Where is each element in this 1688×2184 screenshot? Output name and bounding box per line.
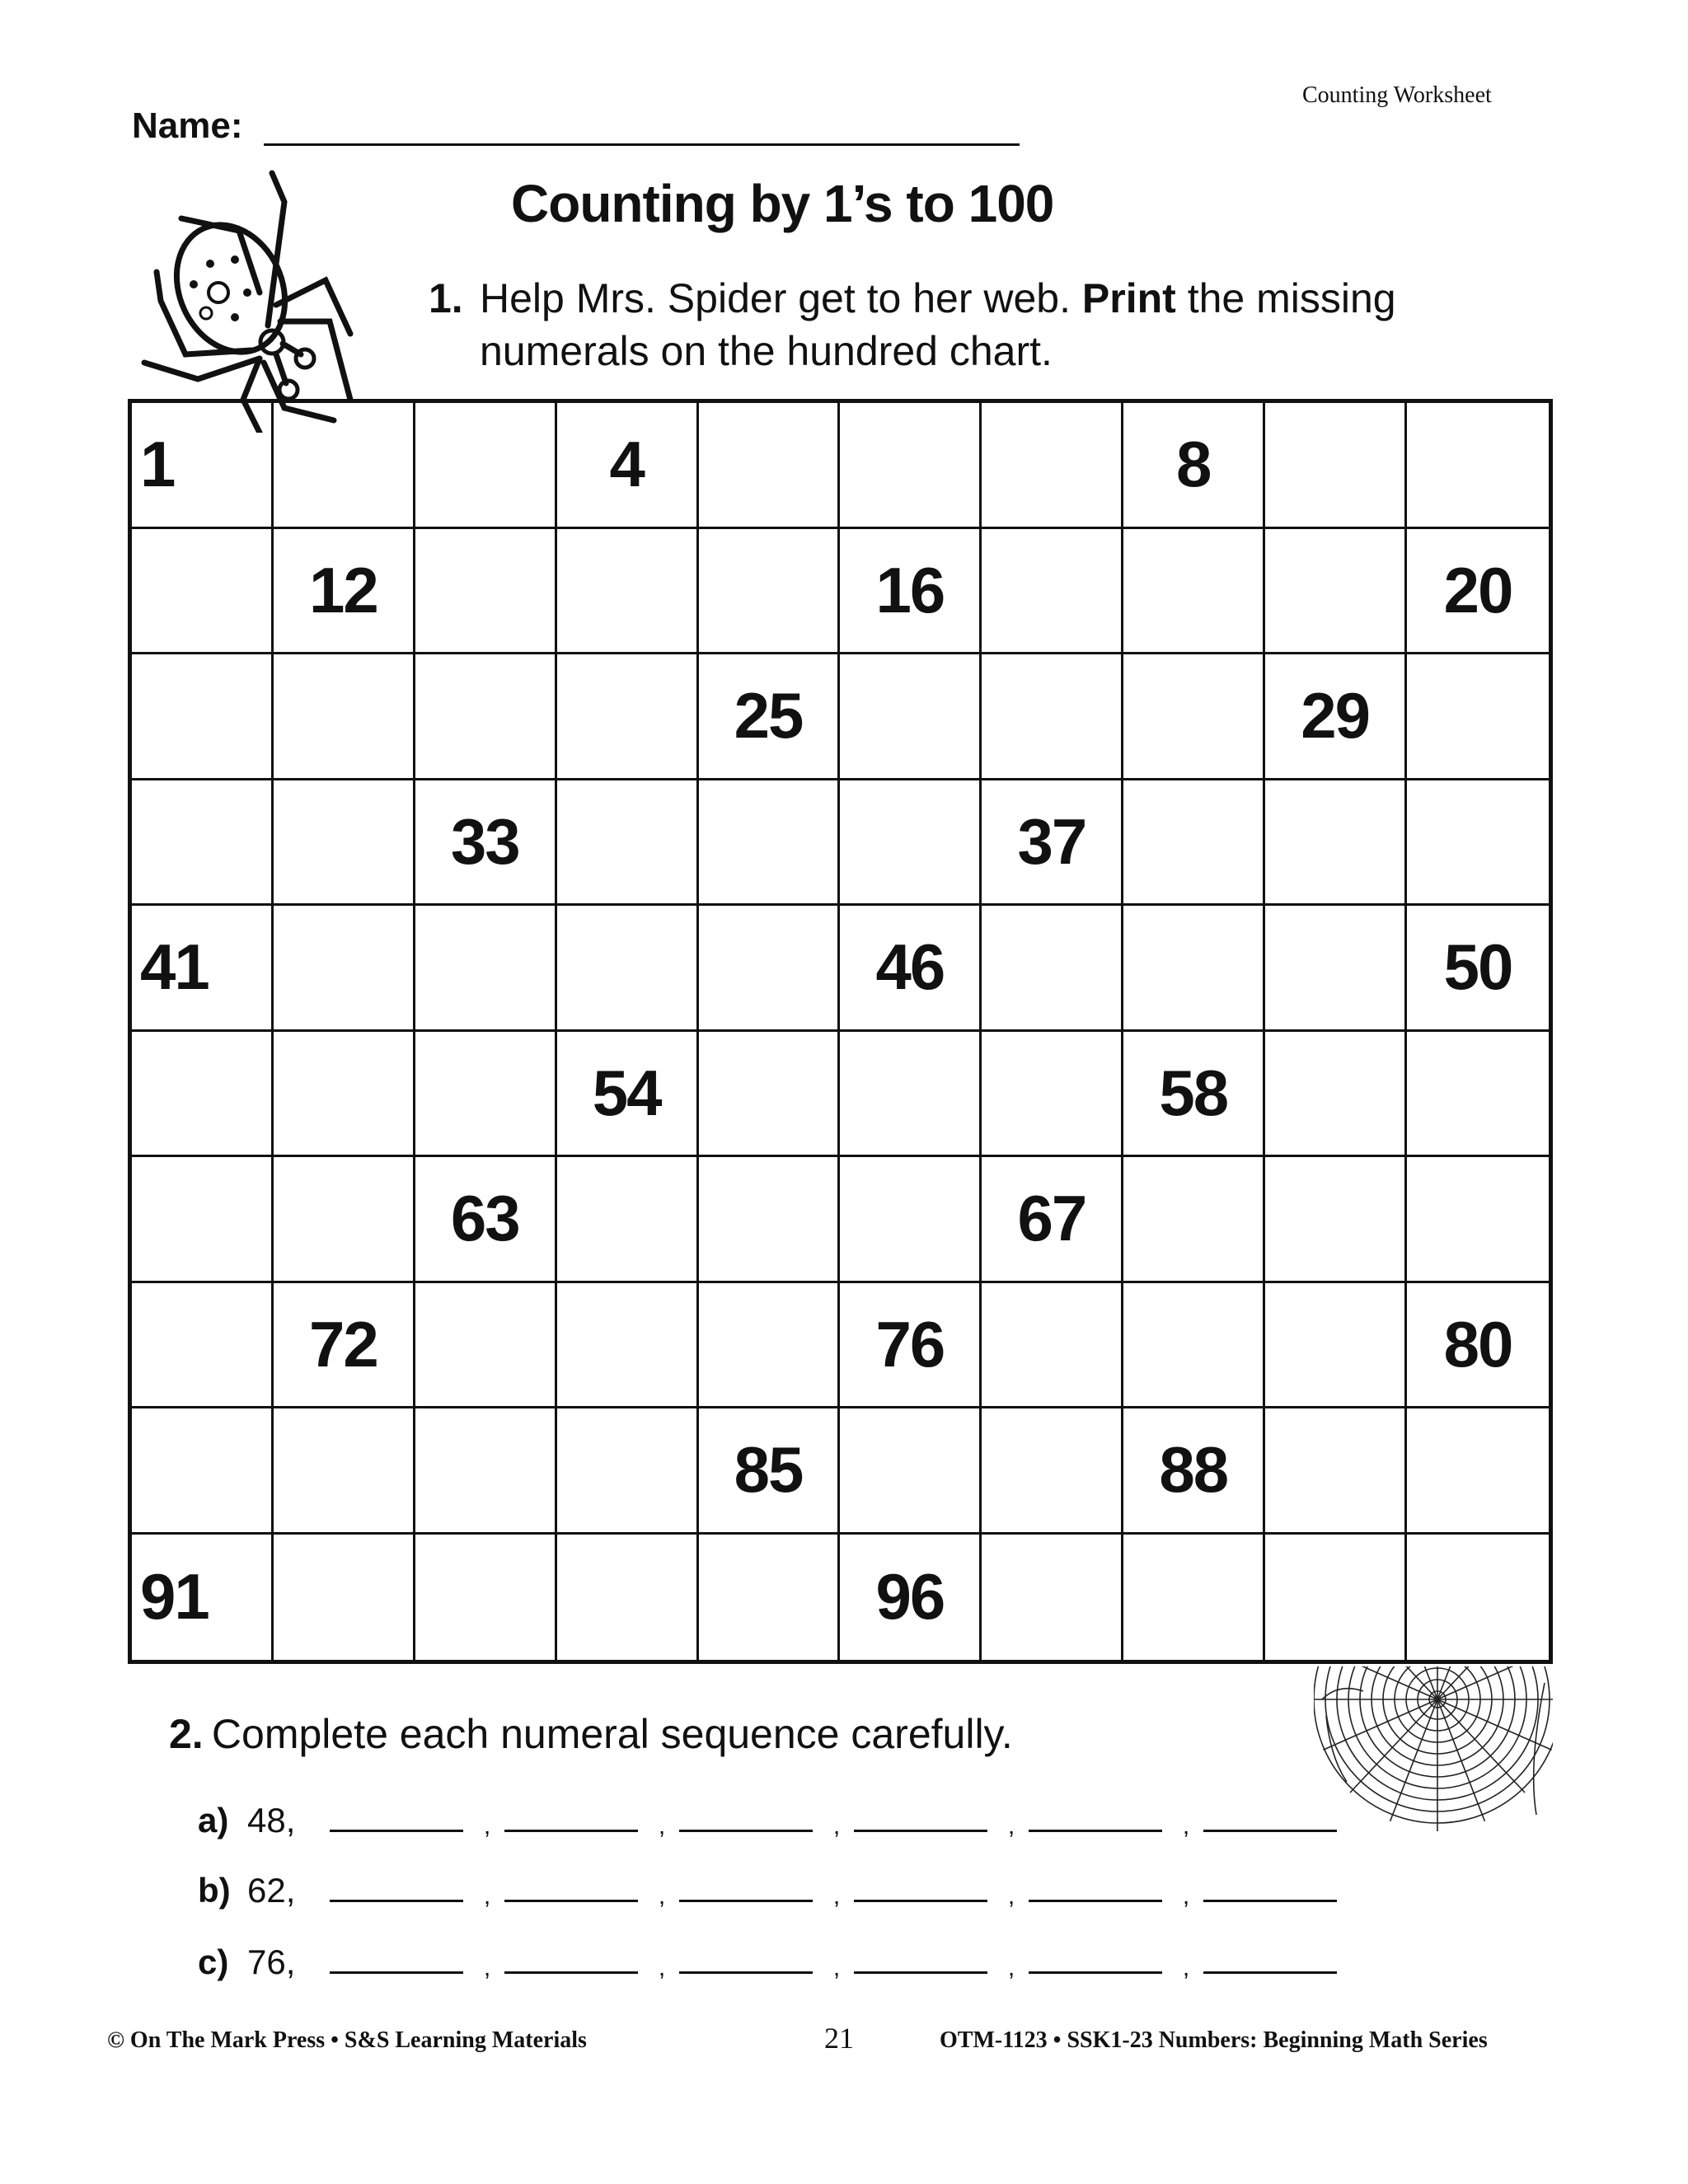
chart-cell-filled: 37 (982, 780, 1123, 907)
sequence-start: 76, (247, 1943, 296, 1981)
chart-cell-blank[interactable] (982, 403, 1123, 529)
sequence-row (198, 1943, 1343, 1982)
chart-cell-blank[interactable] (982, 1283, 1123, 1409)
chart-cell-blank[interactable] (699, 780, 841, 907)
question-number: 1. (429, 275, 463, 321)
sequence-blank-input[interactable] (504, 1830, 638, 1832)
instruction-text: the missing (1175, 275, 1396, 321)
sequence-blank-input[interactable] (679, 1971, 813, 1974)
separator: , (832, 1812, 841, 1840)
separator: , (483, 1812, 491, 1840)
chart-cell-filled: 41 (132, 906, 274, 1032)
hundred-chart (128, 399, 1553, 1664)
sequence-blank-input[interactable] (679, 1900, 813, 1902)
chart-cell-filled: 85 (699, 1408, 841, 1535)
spider-web-icon (1314, 1666, 1553, 1831)
chart-cell-blank[interactable] (1265, 906, 1407, 1032)
chart-cell-filled: 54 (557, 1032, 699, 1158)
chart-cell-blank[interactable] (557, 906, 699, 1032)
chart-cell-blank[interactable] (557, 654, 699, 780)
chart-cell-blank[interactable] (840, 403, 982, 529)
name-field[interactable] (264, 143, 1020, 146)
footer-series: OTM-1123 • SSK1-23 Numbers: Beginning Math Series (940, 2027, 1488, 2053)
chart-cell-blank[interactable] (840, 1157, 982, 1283)
chart-cell-blank[interactable] (1123, 906, 1265, 1032)
sequence-blank-input[interactable] (854, 1971, 987, 1974)
chart-cell-blank[interactable] (415, 1535, 557, 1661)
chart-cell-blank[interactable] (1265, 1032, 1407, 1158)
chart-cell-blank[interactable] (1407, 1535, 1549, 1661)
instruction-text: Help Mrs. Spider get to her web. (480, 275, 1082, 321)
chart-cell-blank[interactable] (1123, 1157, 1265, 1283)
chart-cell-blank[interactable] (982, 1408, 1123, 1535)
spider-icon (136, 152, 383, 433)
chart-cell-filled: 33 (415, 780, 557, 907)
worksheet-label: Counting Worksheet (1302, 82, 1492, 108)
separator: , (483, 1882, 491, 1910)
chart-cell-blank[interactable] (699, 906, 841, 1032)
sequence-blank-input[interactable] (504, 1971, 638, 1974)
separator: , (832, 1954, 841, 1981)
chart-cell-blank[interactable] (1123, 654, 1265, 780)
instruction-text-line2: numerals on the hundred chart. (480, 328, 1053, 374)
chart-cell-filled: 25 (699, 654, 841, 780)
chart-cell-blank[interactable] (274, 906, 415, 1032)
chart-cell-blank[interactable] (557, 1408, 699, 1535)
question-number: 2. (169, 1711, 204, 1757)
chart-cell-blank[interactable] (274, 654, 415, 780)
chart-cell-blank[interactable] (415, 1408, 557, 1535)
chart-cell-blank[interactable] (1123, 1535, 1265, 1661)
separator: , (1007, 1882, 1015, 1910)
chart-cell-blank[interactable] (132, 1408, 274, 1535)
chart-cell-blank[interactable] (699, 1157, 841, 1283)
chart-cell-blank[interactable] (557, 780, 699, 907)
chart-cell-blank[interactable] (132, 654, 274, 780)
chart-cell-blank[interactable] (699, 403, 841, 529)
sequence-row (198, 1871, 1343, 1910)
sequence-blank-input[interactable] (330, 1971, 463, 1974)
chart-cell-blank[interactable] (982, 1535, 1123, 1661)
sequence-blank-input[interactable] (1203, 1900, 1337, 1902)
chart-cell-filled: 12 (274, 529, 415, 655)
page-number: 21 (824, 2022, 854, 2055)
separator: , (1182, 1954, 1190, 1981)
separator: , (658, 1882, 666, 1910)
question-1 (429, 272, 1396, 377)
chart-cell-filled: 91 (132, 1535, 274, 1661)
chart-cell-blank[interactable] (274, 1032, 415, 1158)
chart-cell-blank[interactable] (1407, 403, 1549, 529)
chart-cell-blank[interactable] (1265, 780, 1407, 907)
separator: , (1007, 1954, 1015, 1981)
chart-cell-blank[interactable] (1123, 1283, 1265, 1409)
chart-cell-blank[interactable] (1123, 780, 1265, 907)
sequence-blank-input[interactable] (1029, 1971, 1162, 1974)
chart-cell-blank[interactable] (274, 1157, 415, 1283)
chart-cell-blank[interactable] (840, 1032, 982, 1158)
sequence-blank-input[interactable] (330, 1900, 463, 1902)
chart-cell-filled: 1 (132, 403, 274, 529)
chart-cell-blank[interactable] (415, 403, 557, 529)
chart-cell-blank[interactable] (557, 1283, 699, 1409)
chart-cell-blank[interactable] (1407, 1032, 1549, 1158)
chart-cell-filled: 29 (1265, 654, 1407, 780)
sequence-blank-input[interactable] (854, 1900, 987, 1902)
chart-cell-blank[interactable] (415, 906, 557, 1032)
chart-cell-blank[interactable] (557, 1157, 699, 1283)
instruction-bold: Print (1081, 275, 1176, 321)
chart-cell-blank[interactable] (699, 529, 841, 655)
question-2-text: Complete each numeral sequence carefully. (211, 1711, 1013, 1757)
chart-cell-blank[interactable] (415, 654, 557, 780)
chart-cell-blank[interactable] (557, 1535, 699, 1661)
sequence-blank-input[interactable] (330, 1830, 463, 1832)
chart-cell-filled: 8 (1123, 403, 1265, 529)
sequence-blank-input[interactable] (1029, 1830, 1162, 1832)
chart-cell-filled: 67 (982, 1157, 1123, 1283)
separator: , (1182, 1882, 1190, 1910)
chart-cell-blank[interactable] (274, 1408, 415, 1535)
sequence-blank-input[interactable] (1203, 1830, 1337, 1832)
sequence-blank-input[interactable] (679, 1830, 813, 1832)
chart-cell-blank[interactable] (132, 780, 274, 907)
chart-cell-filled: 76 (840, 1283, 982, 1409)
sequence-start: 48, (247, 1801, 296, 1840)
chart-cell-blank[interactable] (1265, 529, 1407, 655)
chart-cell-filled: 50 (1407, 906, 1549, 1032)
separator: , (658, 1812, 666, 1840)
separator: , (483, 1954, 491, 1981)
chart-cell-filled: 4 (557, 403, 699, 529)
separator: , (1182, 1812, 1190, 1840)
chart-cell-blank[interactable] (415, 529, 557, 655)
chart-cell-blank[interactable] (1407, 1157, 1549, 1283)
separator: , (832, 1882, 841, 1910)
chart-cell-blank[interactable] (274, 780, 415, 907)
separator: , (658, 1954, 666, 1981)
chart-cell-blank[interactable] (699, 1283, 841, 1409)
sequence-label: b) (198, 1871, 231, 1910)
chart-cell-filled: 80 (1407, 1283, 1549, 1409)
chart-cell-blank[interactable] (840, 1408, 982, 1535)
chart-cell-blank[interactable] (132, 1032, 274, 1158)
name-label: Name: (132, 105, 243, 146)
chart-cell-filled: 20 (1407, 529, 1549, 655)
chart-cell-filled: 63 (415, 1157, 557, 1283)
chart-cell-filled: 16 (840, 529, 982, 655)
chart-cell-filled: 58 (1123, 1032, 1265, 1158)
sequence-blank-input[interactable] (504, 1900, 638, 1902)
chart-cell-blank[interactable] (1407, 654, 1549, 780)
chart-cell-blank[interactable] (1407, 1408, 1549, 1535)
sequence-blank-input[interactable] (854, 1830, 987, 1832)
sequence-blank-input[interactable] (1029, 1900, 1162, 1902)
sequence-blank-input[interactable] (1203, 1971, 1337, 1974)
chart-cell-blank[interactable] (415, 1032, 557, 1158)
chart-cell-blank[interactable] (1407, 780, 1549, 907)
chart-cell-blank[interactable] (274, 1535, 415, 1661)
chart-cell-blank[interactable] (982, 654, 1123, 780)
chart-cell-blank[interactable] (840, 654, 982, 780)
sequence-row (198, 1801, 1343, 1840)
footer-copyright: © On The Mark Press • S&S Learning Materials (107, 2027, 587, 2053)
chart-cell-blank[interactable] (132, 1283, 274, 1409)
chart-cell-blank[interactable] (132, 529, 274, 655)
chart-cell-blank[interactable] (1265, 1157, 1407, 1283)
chart-cell-blank[interactable] (982, 1032, 1123, 1158)
chart-cell-blank[interactable] (699, 1032, 841, 1158)
chart-cell-filled: 46 (840, 906, 982, 1032)
chart-cell-filled: 88 (1123, 1408, 1265, 1535)
chart-cell-filled: 96 (840, 1535, 982, 1661)
chart-cell-blank[interactable] (1265, 403, 1407, 529)
question-2 (169, 1710, 1013, 1758)
chart-cell-blank[interactable] (840, 780, 982, 907)
page-title: Counting by 1’s to 100 (511, 174, 1054, 233)
sequence-label: c) (198, 1943, 229, 1981)
chart-cell-blank[interactable] (982, 906, 1123, 1032)
chart-cell-blank[interactable] (415, 1283, 557, 1409)
chart-cell-blank[interactable] (132, 1157, 274, 1283)
chart-cell-blank[interactable] (699, 1535, 841, 1661)
chart-cell-blank[interactable] (274, 403, 415, 529)
chart-cell-blank[interactable] (557, 529, 699, 655)
separator: , (1007, 1812, 1015, 1840)
chart-cell-blank[interactable] (1265, 1408, 1407, 1535)
sequence-label: a) (198, 1801, 229, 1840)
chart-cell-blank[interactable] (1123, 529, 1265, 655)
chart-cell-blank[interactable] (1265, 1283, 1407, 1409)
chart-cell-blank[interactable] (982, 529, 1123, 655)
sequence-start: 62, (247, 1871, 296, 1910)
chart-cell-filled: 72 (274, 1283, 415, 1409)
chart-cell-blank[interactable] (1265, 1535, 1407, 1661)
